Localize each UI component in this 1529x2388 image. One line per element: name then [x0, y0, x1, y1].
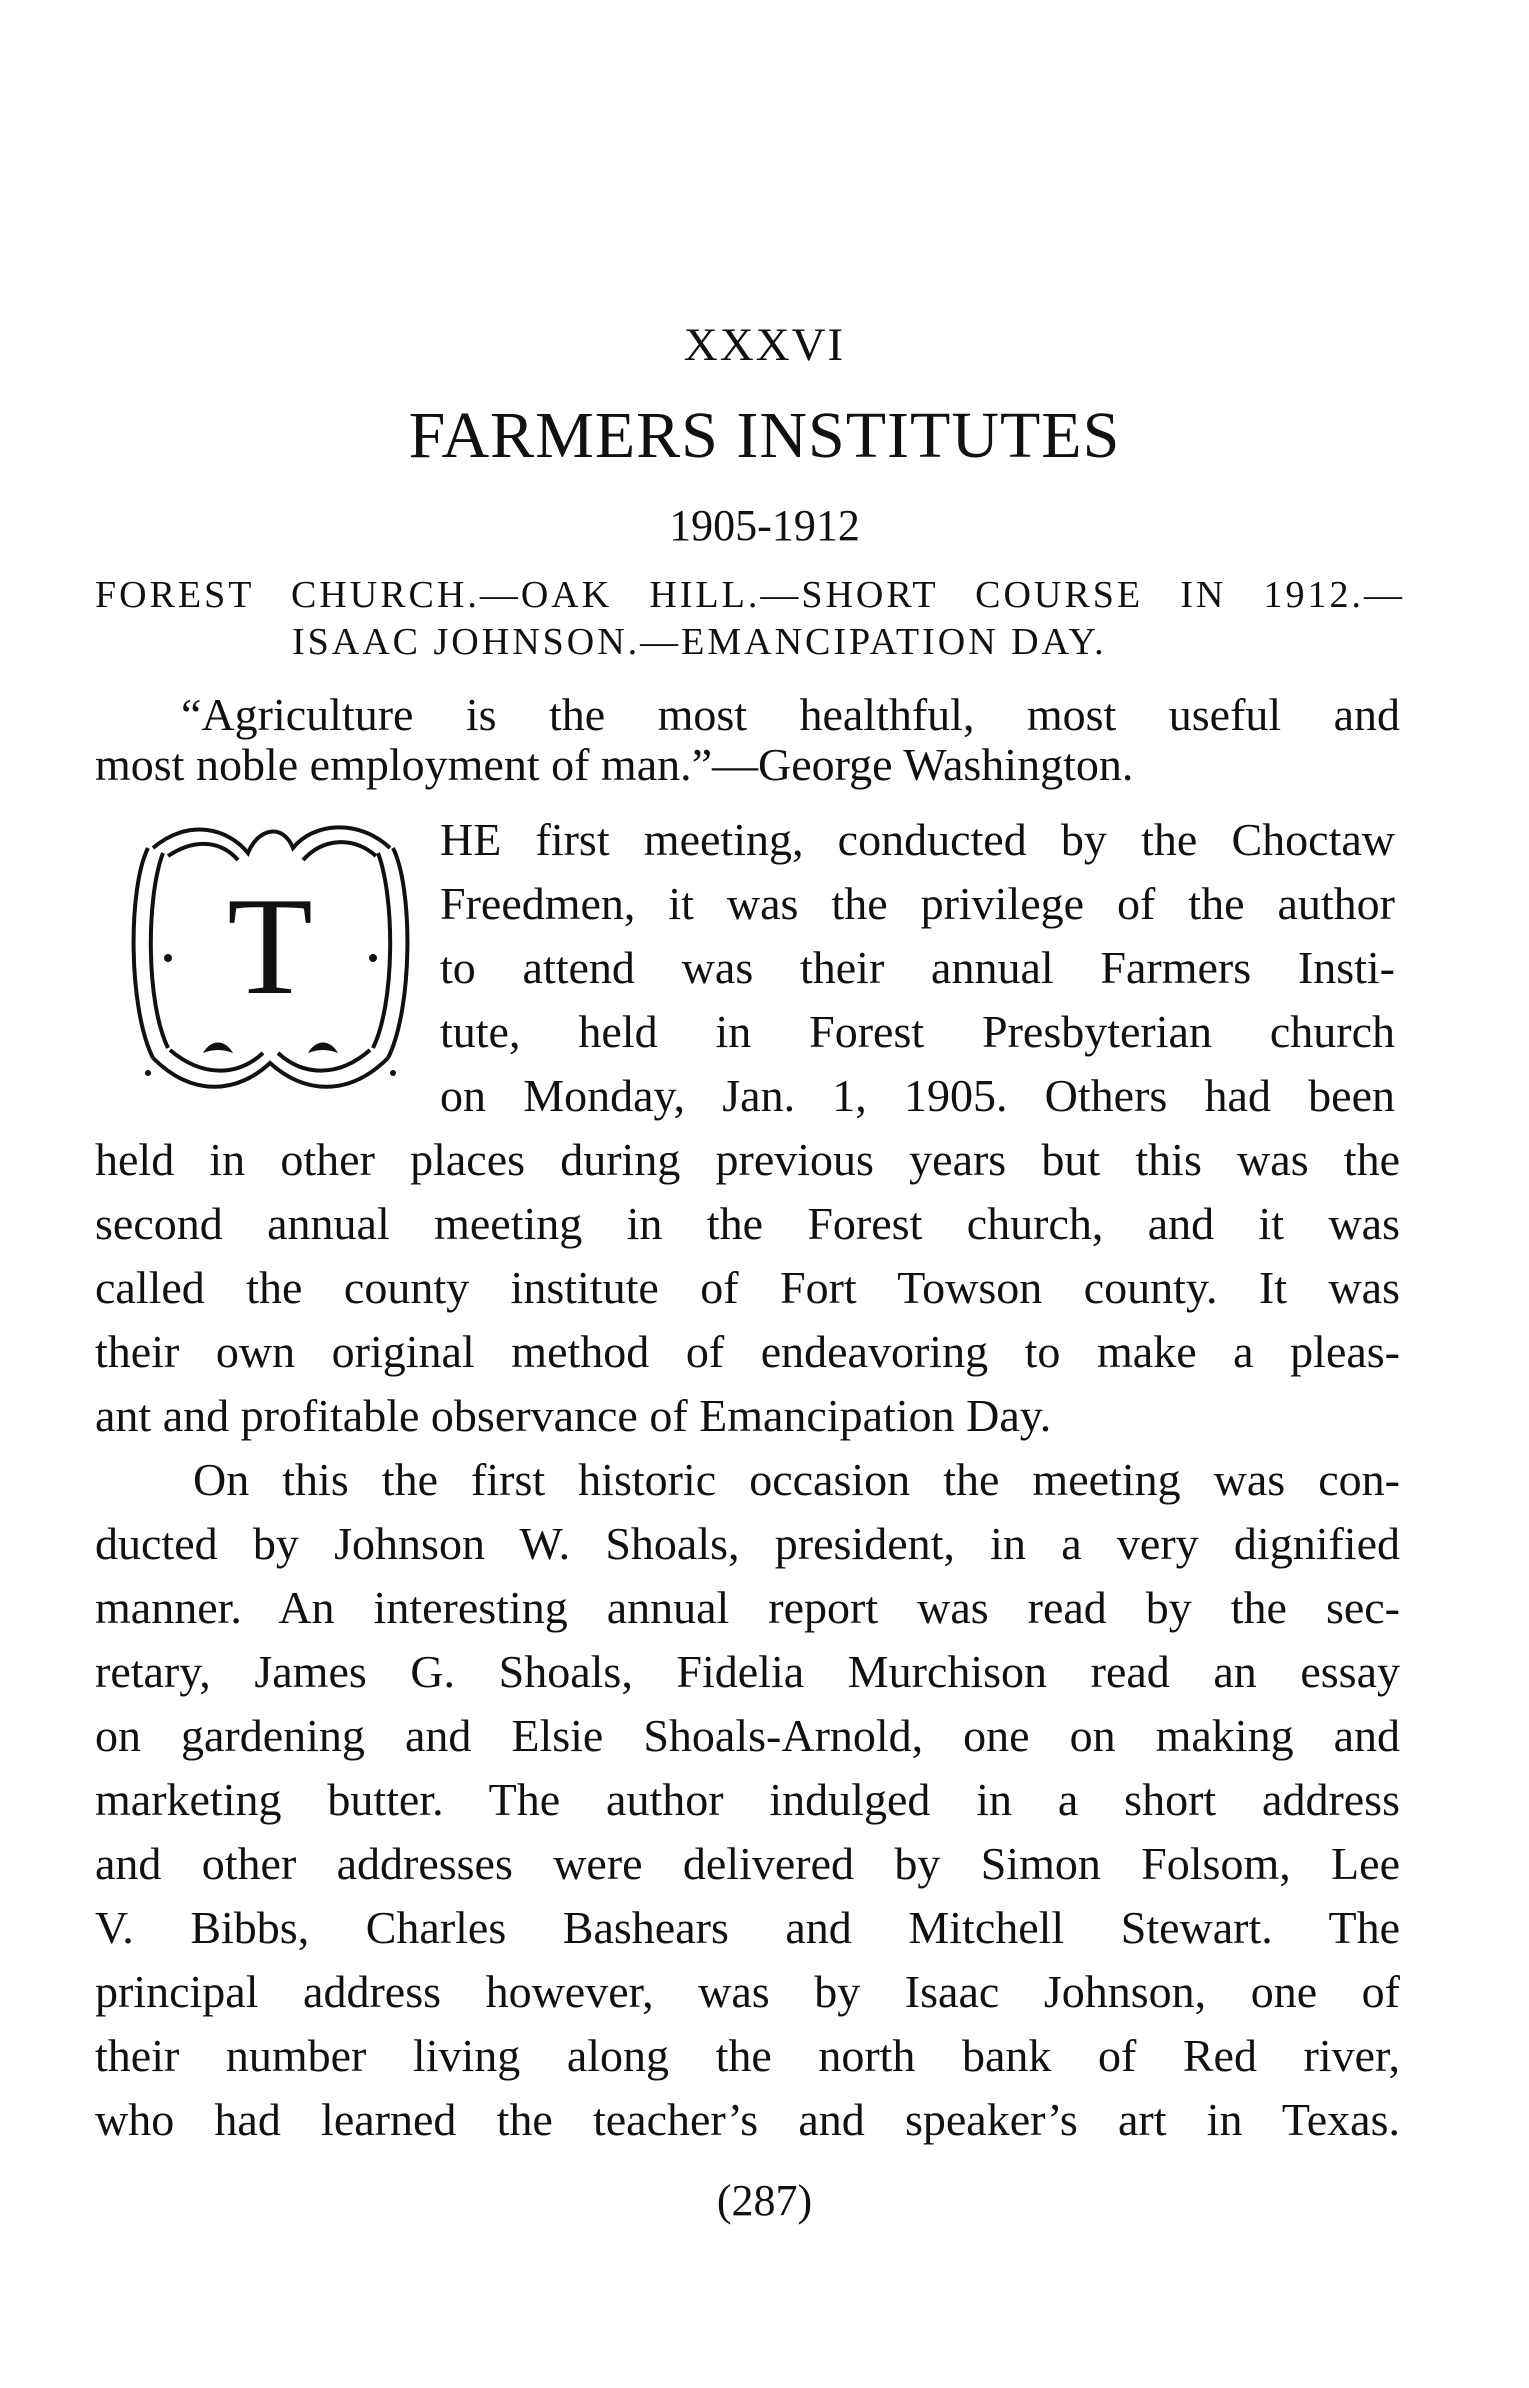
- paragraph-line: ant and profitable observance of Emancipation Day.: [95, 1390, 1052, 1441]
- paragraph-line: tute, held in Forest Presbyterian church: [440, 1006, 1395, 1057]
- paragraph-line: marketing butter. The author indulged in a short address: [95, 1774, 1400, 1825]
- paragraph-line: and other addresses were delivered by Simon Folsom, Lee: [95, 1838, 1400, 1889]
- paragraph-line: HE first meeting, conducted by the Choctaw: [440, 814, 1395, 865]
- paragraph-line: ducted by Johnson W. Shoals, president, in a very dignified: [95, 1518, 1400, 1569]
- chapter-summary-line: FOREST CHURCH.—OAK HILL.—SHORT COURSE IN 1912.—: [95, 574, 1405, 616]
- chapter-title: FARMERS INSTITUTES: [408, 399, 1121, 472]
- paragraph-line: held in other places during previous years but this was the: [95, 1134, 1400, 1185]
- paragraph-line: retary, James G. Shoals, Fidelia Murchison read an essay: [95, 1646, 1400, 1697]
- paragraph-line: On this the first historic occasion the meeting was con-: [193, 1454, 1400, 1505]
- paragraph-line: on gardening and Elsie Shoals-Arnold, one on making and: [95, 1710, 1400, 1761]
- epigraph-line: most noble employment of man.”—George Washington.: [95, 739, 1134, 790]
- paragraph-line: second annual meeting in the Forest church, and it was: [95, 1198, 1400, 1249]
- chapter-summary-line: ISAAC JOHNSON.—EMANCIPATION DAY.: [292, 621, 1107, 663]
- ornamental-drop-cap: [108, 808, 433, 1108]
- chapter-years: 1905-1912: [669, 501, 860, 550]
- paragraph-line: their number living along the north bank of Red river,: [95, 2030, 1400, 2081]
- paragraph-line: called the county institute of Fort Towson county. It was: [95, 1262, 1400, 1313]
- paragraph-line: manner. An interesting annual report was read by the sec-: [95, 1582, 1400, 1633]
- paragraph-line: on Monday, Jan. 1, 1905. Others had been: [440, 1070, 1395, 1121]
- paragraph-line: Freedmen, it was the privilege of the author: [440, 878, 1395, 929]
- chapter-number: XXXVI: [683, 319, 846, 371]
- paragraph-line: their own original method of endeavoring to make a pleas-: [95, 1326, 1400, 1377]
- paragraph-line: to attend was their annual Farmers Insti-: [440, 942, 1395, 993]
- paragraph-line: principal address however, was by Isaac Johnson, one of: [95, 1966, 1400, 2017]
- epigraph-line: “Agriculture is the most healthful, most useful and: [181, 689, 1400, 740]
- page-number: (287): [716, 2176, 813, 2225]
- drop-cap-letter: T: [227, 869, 313, 1024]
- paragraph-line: who had learned the teacher’s and speaker’s art in Texas.: [95, 2094, 1400, 2145]
- paragraph-line: V. Bibbs, Charles Bashears and Mitchell Stewart. The: [95, 1902, 1400, 1953]
